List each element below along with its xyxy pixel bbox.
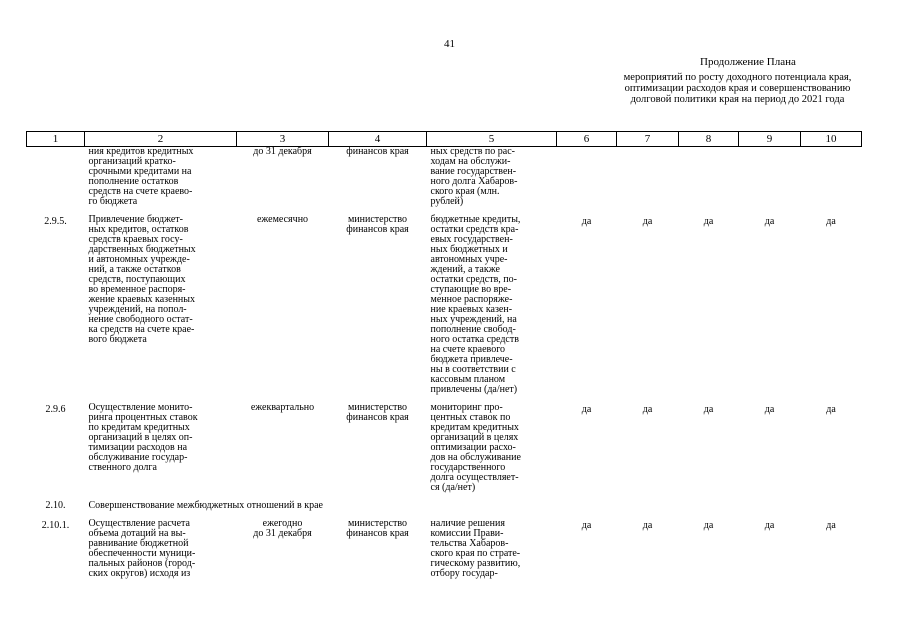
measure-indicator: бюджетные кредиты, остатки средств кра- евых государствен- ных бюджетных и автономных учре- ждений, а также остатки средств, по- ступающие во вре- менное распоряже- ние краевых казен- ных учреждений, на пополнение свобод- ного остатка средств на счете краевого бюджета привлече- ны в соответствии с кассовым планом привлечены (да/нет) (430, 214, 521, 395)
measure-name: ния кредитов кредитных организаций кратко- срочными кредитами на пополнение остатков средств на счете краево- го бюджета (88, 146, 194, 207)
column-header: 8 (679, 132, 739, 147)
section-row (27, 501, 862, 519)
measure-indicator: наличие решения комиссии Прави- тельства Хабаров- ского края по страте- гическому развитию, отбору государ- (430, 518, 521, 579)
measure-name: Привлечение бюджет- ных кредитов, остатков средств краевых госу- дарственных бюджетных и автономных учрежде- ний, а также остатков средств, поступающих во временное распоря- жение краевых казенных учреждений, на попол- нение свободного остат- ка средств на счете крае- вого бюджета (88, 214, 196, 345)
table-row (27, 403, 862, 501)
page-number: 41 (444, 38, 455, 50)
plan-subheading: мероприятий по росту доходного потенциала края, оптимизации расходов края и совершенствованию долговой политики края на период до 2021 года (623, 72, 852, 105)
row-number: 2.10.1. (41, 520, 70, 531)
year-flag (557, 147, 617, 216)
year-flag: да (764, 404, 775, 415)
year-flag: да (642, 404, 653, 415)
column-header: 2 (85, 132, 237, 147)
column-header: 9 (739, 132, 801, 147)
year-flag: да (826, 404, 836, 415)
year-flag: да (703, 520, 714, 531)
year-flag (739, 147, 801, 216)
year-flag: да (581, 520, 592, 531)
measure-term: ежеквартально (250, 402, 315, 413)
measure-executor: министерство финансов края (346, 402, 409, 423)
year-flag: да (764, 216, 775, 227)
row-number: 2.9.6 (45, 404, 66, 415)
table-row (27, 519, 862, 587)
measure-indicator: мониторинг про- центных ставок по кредитам кредитных организаций в целях оптимизации расхо- дов на обслуживание государственного долга осуществляет- ся (да/нет) (430, 402, 521, 493)
column-header: 3 (237, 132, 329, 147)
measure-name: Осуществление монито- ринга процентных ставок по кредитам кредитных организаций в целях оп- тимизации расходов на обслуживание государ- ственного долга (88, 402, 198, 473)
row-number (27, 147, 85, 216)
table-row (27, 215, 862, 403)
plan-table (26, 131, 862, 587)
measure-name: Осуществление расчета объема дотаций на вы- равнивание бюджетной обеспеченности муници- пальных районов (город- ских округов) исходя из (88, 518, 196, 579)
year-flag: да (703, 404, 714, 415)
year-flag: да (642, 520, 653, 531)
year-flag: да (826, 520, 836, 531)
column-header: 6 (557, 132, 617, 147)
table-row (27, 147, 862, 216)
year-flag (679, 147, 739, 216)
column-header: 10 (801, 132, 862, 147)
section-number: 2.10. (45, 500, 66, 511)
year-flag: да (703, 216, 714, 227)
year-flag: да (581, 216, 592, 227)
year-flag: да (642, 216, 653, 227)
measure-term: ежемесячно (256, 214, 309, 225)
column-header: 5 (427, 132, 557, 147)
year-flag: да (826, 216, 836, 227)
measure-term: до 31 декабря (253, 146, 312, 157)
year-flag: да (581, 404, 592, 415)
measure-term: ежегодно до 31 декабря (253, 518, 312, 539)
row-number: 2.9.5. (44, 216, 67, 227)
year-flag (801, 147, 862, 216)
section-title: Совершенствование межбюджетных отношений в крае (88, 500, 323, 511)
measure-indicator: ных средств по рас- ходам на обслужи- вание государствен- ного долга Хабаров- ского края (млн. рублей) (430, 146, 518, 207)
year-flag (617, 147, 679, 216)
measure-executor: министерство финансов края (346, 214, 409, 235)
column-number-row (27, 132, 862, 147)
year-flag: да (764, 520, 775, 531)
column-header: 4 (329, 132, 427, 147)
measure-executor: финансов края (346, 146, 409, 157)
measure-executor: министерство финансов края (346, 518, 409, 539)
continuation-title: Продолжение Плана (700, 56, 796, 68)
column-header: 7 (617, 132, 679, 147)
column-header: 1 (27, 132, 85, 147)
